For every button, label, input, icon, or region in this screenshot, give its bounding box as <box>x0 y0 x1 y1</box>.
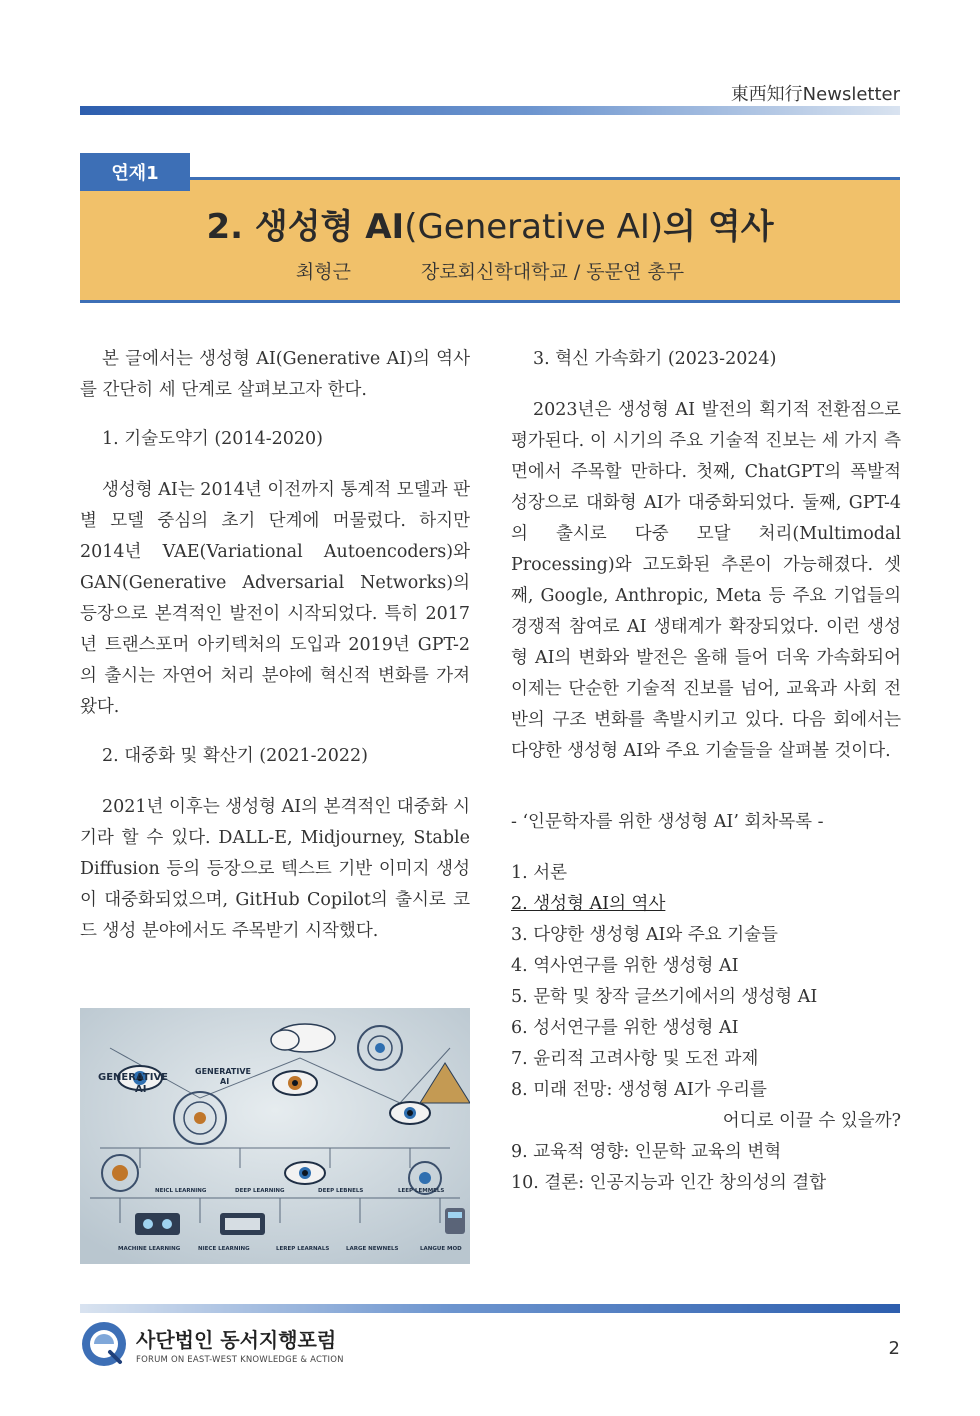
illust-label-generative-1: GENERATIVE <box>98 1072 169 1083</box>
illust-row1-label: LEEP LEMMELS <box>398 1188 445 1194</box>
section2-body: 2021년 이후는 생성형 AI의 본격적인 대중화 시기라 할 수 있다. DALL-E, Midjourney, Stable Diffusion 등의 등장으로 텍스트 기반 이미지 생성이 대중화되었으며, GitHub Copilot의 출시로 코드 생성 분야에서도 주목받기 시작했다. <box>80 797 470 941</box>
title-part-1: 2. 생성형 AI <box>206 207 405 247</box>
illust-row2-label: LARGE NEWNELS <box>346 1246 399 1252</box>
illust-row2-label: LANGUE MOD <box>420 1246 462 1252</box>
toc-list <box>511 858 901 1199</box>
section1-body: 생성형 AI는 2014년 이전까지 통계적 모델과 판별 모델 중심의 초기 단계에 머물렀다. 하지만 2014년 VAE(Variational Autoencoders)와 GAN(Generative Adversarial Networks)의 등장으로 본격적인 발전이 시작되었다. 특히 2017년 트랜스포머 아키텍처의 도입과 2019년 GPT-2의 출시는 자연어 처리 분야에 혁신적 변화를 가져왔다. <box>80 480 470 717</box>
toc-item: 9. 교육적 영향: 인문학 교육의 변혁 <box>511 1142 782 1162</box>
toc-item: 6. 성서연구를 위한 생성형 AI <box>511 1018 739 1038</box>
section1-heading: 1. 기술도약기 (2014-2020) <box>102 429 323 449</box>
toc-item: 5. 문학 및 창작 글쓰기에서의 생성형 AI <box>511 987 818 1007</box>
title-part-2: (Generative AI) <box>404 207 664 247</box>
section3-heading: 3. 혁신 가속화기 (2023-2024) <box>533 349 777 369</box>
author-name: 최형근 <box>295 261 351 283</box>
toc-item: 1. 서론 <box>511 863 568 883</box>
section3-body: 2023년은 생성형 AI 발전의 획기적 전환점으로 평가된다. 이 시기의 주요 기술적 진보는 세 가지 측면에서 주목할 만하다. 첫째, ChatGPT의 폭발적 성장으로 대화형 AI가 대중화되었다. 둘째, GPT-4의 출시로 다중 모달 처리(Multimodal Processing)와 고도화된 추론이 가능해졌다. 셋째, Google, Anthropic, Meta 등 주요 기업들의 경쟁적 참여로 AI 생태계가 확장되었다. 이런 생성형 AI의 변화와 발전은 올해 들어 더욱 가속화되어 이제는 단순한 기술적 진보를 넘어, 교육과 사회 전반의 구조 변화를 촉발시키고 있다. 다음 회에서는 다양한 생성형 AI와 주요 기술들을 살펴볼 것이다. <box>511 400 901 761</box>
newsletter-title: 東西知行Newsletter <box>730 84 900 105</box>
toc-item <box>511 1075 901 1137</box>
eye-icon <box>285 1162 325 1184</box>
toc-item: 3. 다양한 생성형 AI와 주요 기술들 <box>511 925 778 945</box>
page-number: 2 <box>888 1338 900 1359</box>
article-title <box>80 199 900 248</box>
illust-row1-label: NEICL LEARNING <box>155 1188 207 1194</box>
author-affiliation: 장로회신학대학교 / 동문연 총무 <box>420 261 685 283</box>
toc-item-8-text: 8. 미래 전망: 생성형 AI가 우리를 <box>511 1080 767 1100</box>
eye-icon <box>390 1102 430 1124</box>
toc-item: 7. 윤리적 고려사항 및 도전 과제 <box>511 1049 759 1069</box>
org-name: 사단법인 동서지행포럼 <box>136 1328 337 1352</box>
toc-title: - ‘인문학자를 위한 생성형 AI’ 회차목록 - <box>511 812 824 832</box>
series-tag: 연재1 <box>80 153 190 191</box>
illust-row2-label: NIECE LEARNING <box>198 1246 250 1252</box>
byline <box>80 257 900 284</box>
generative-ai-illustration <box>80 1008 470 1264</box>
title-box <box>80 177 900 303</box>
bottom-divider-bar <box>80 1304 900 1313</box>
illust-row1-label: DEEP LEARNING <box>235 1188 285 1194</box>
illust-row2-label: LEREP LEARNALS <box>276 1246 330 1252</box>
section2-heading: 2. 대중화 및 확산기 (2021-2022) <box>102 746 368 766</box>
illust-label-ai-2: AI <box>220 1077 230 1086</box>
toc-item: 10. 결론: 인공지능과 인간 창의성의 결합 <box>511 1173 827 1193</box>
illust-label-ai-1: AI <box>135 1084 147 1095</box>
illust-row2-label: MACHINE LEARNING <box>118 1246 181 1252</box>
org-logo-icon <box>80 1320 128 1368</box>
eye-icon <box>273 1071 317 1095</box>
illust-label-generative-2: GENERATIVE <box>195 1067 252 1076</box>
toc-item: 4. 역사연구를 위한 생성형 AI <box>511 956 739 976</box>
org-subtitle: FORUM ON EAST-WEST KNOWLEDGE & ACTION <box>136 1355 344 1365</box>
title-top-rule <box>190 177 900 180</box>
top-divider-bar <box>80 106 900 115</box>
toc-item-current: 2. 생성형 AI의 역사 <box>511 894 666 914</box>
left-column <box>80 344 470 965</box>
toc-item-8-continuation: 어디로 이끌 수 있을까? <box>722 1111 901 1131</box>
robot-icon <box>445 1208 465 1234</box>
illust-row1-label: DEEP LEBNELS <box>318 1188 364 1194</box>
title-part-3: 의 역사 <box>663 207 774 247</box>
intro-paragraph: 본 글에서는 생성형 AI(Generative AI)의 역사를 간단히 세 단계로 살펴보고자 한다. <box>80 349 470 400</box>
right-column <box>511 344 901 1199</box>
